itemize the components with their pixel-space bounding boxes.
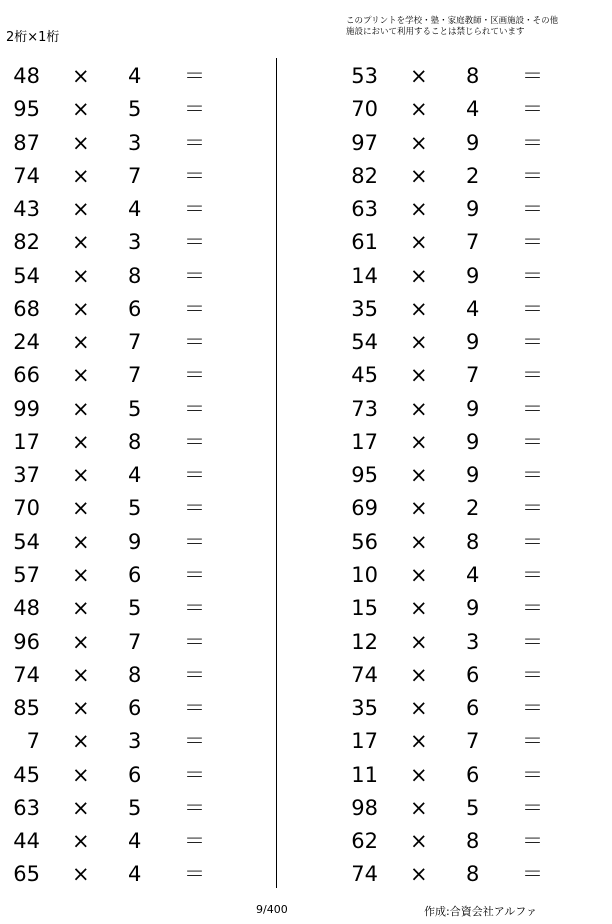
usage-notice [346, 16, 558, 38]
multiplicand: 98 [351, 795, 378, 820]
problem-row [338, 191, 578, 224]
problem-row [338, 91, 578, 124]
multiplicand: 48 [13, 64, 40, 88]
multiplier: 9 [466, 463, 480, 488]
multiplier: 4 [466, 296, 480, 321]
multiplicand: 44 [13, 829, 40, 854]
times-sign: × [72, 562, 90, 587]
multiplier: 6 [128, 696, 142, 721]
equals-sign: ＝ [522, 762, 543, 787]
problem-row [0, 457, 240, 490]
problem-row [0, 524, 240, 557]
problem-row [0, 391, 240, 424]
multiplier: 4 [128, 862, 142, 887]
multiplicand: 82 [351, 163, 378, 188]
times-sign: × [72, 163, 90, 188]
multiplier: 9 [128, 529, 142, 554]
times-sign: × [410, 762, 428, 787]
multiplicand: 68 [13, 296, 40, 321]
equals-sign: ＝ [184, 662, 205, 687]
problem-row [338, 457, 578, 490]
problem-row [338, 790, 578, 823]
problem-row [338, 624, 578, 657]
page-number: 9/400 [256, 903, 288, 916]
equals-sign: ＝ [184, 396, 205, 421]
multiplier: 4 [466, 97, 480, 122]
times-sign: × [72, 130, 90, 155]
multiplicand: 54 [13, 263, 40, 288]
times-sign: × [410, 529, 428, 554]
multiplicand: 37 [13, 463, 40, 488]
multiplier: 8 [128, 662, 142, 687]
multiplicand: 56 [351, 529, 378, 554]
problem-row [0, 258, 240, 291]
multiplier: 6 [128, 296, 142, 321]
problem-row [338, 324, 578, 357]
times-sign: × [410, 696, 428, 721]
equals-sign: ＝ [522, 197, 543, 222]
multiplier: 2 [466, 163, 480, 188]
problem-row [338, 757, 578, 790]
times-sign: × [410, 596, 428, 621]
equals-sign: ＝ [184, 263, 205, 288]
multiplier: 9 [466, 130, 480, 155]
equals-sign: ＝ [184, 163, 205, 188]
multiplier: 8 [128, 429, 142, 454]
multiplicand: 12 [351, 629, 378, 654]
multiplier: 7 [128, 629, 142, 654]
multiplicand: 99 [13, 396, 40, 421]
problem-row [338, 490, 578, 523]
times-sign: × [410, 829, 428, 854]
times-sign: × [72, 396, 90, 421]
equals-sign: ＝ [522, 829, 543, 854]
equals-sign: ＝ [522, 629, 543, 654]
multiplicand: 95 [13, 97, 40, 122]
problem-row [338, 723, 578, 756]
multiplicand: 43 [13, 197, 40, 222]
problem-row [0, 91, 240, 124]
multiplicand: 14 [351, 263, 378, 288]
times-sign: × [72, 829, 90, 854]
multiplier: 4 [128, 197, 142, 222]
equals-sign: ＝ [184, 463, 205, 488]
multiplier: 8 [128, 263, 142, 288]
equals-sign: ＝ [522, 97, 543, 122]
times-sign: × [72, 64, 90, 88]
multiplicand: 74 [13, 163, 40, 188]
multiplier: 3 [128, 130, 142, 155]
multiplicand: 70 [13, 496, 40, 521]
times-sign: × [410, 97, 428, 122]
times-sign: × [410, 729, 428, 754]
page-title: 2桁×1桁 [6, 30, 60, 45]
times-sign: × [72, 230, 90, 255]
times-sign: × [410, 296, 428, 321]
times-sign: × [72, 463, 90, 488]
equals-sign: ＝ [522, 263, 543, 288]
multiplicand: 62 [351, 829, 378, 854]
equals-sign: ＝ [184, 363, 205, 388]
times-sign: × [410, 496, 428, 521]
times-sign: × [410, 197, 428, 222]
multiplicand: 97 [351, 130, 378, 155]
multiplicand: 24 [13, 330, 40, 355]
problem-row [0, 424, 240, 457]
equals-sign: ＝ [522, 230, 543, 255]
equals-sign: ＝ [522, 429, 543, 454]
problem-row [338, 258, 578, 291]
multiplicand: 63 [351, 197, 378, 222]
times-sign: × [72, 762, 90, 787]
multiplier: 6 [466, 696, 480, 721]
multiplier: 3 [128, 230, 142, 255]
multiplicand: 63 [13, 795, 40, 820]
right-problem-column [338, 58, 578, 890]
multiplier: 9 [466, 197, 480, 222]
times-sign: × [72, 263, 90, 288]
problem-row [338, 557, 578, 590]
problem-row [0, 224, 240, 257]
equals-sign: ＝ [522, 163, 543, 188]
equals-sign: ＝ [184, 97, 205, 122]
problem-row [338, 357, 578, 390]
problem-row [0, 823, 240, 856]
equals-sign: ＝ [522, 296, 543, 321]
multiplier: 6 [128, 562, 142, 587]
equals-sign: ＝ [184, 696, 205, 721]
problem-row [338, 224, 578, 257]
multiplier: 6 [466, 662, 480, 687]
multiplicand: 17 [351, 429, 378, 454]
multiplier: 7 [128, 163, 142, 188]
multiplicand: 82 [13, 230, 40, 255]
problem-row [0, 557, 240, 590]
multiplicand: 54 [351, 330, 378, 355]
equals-sign: ＝ [184, 729, 205, 754]
times-sign: × [72, 363, 90, 388]
equals-sign: ＝ [522, 396, 543, 421]
multiplicand: 65 [13, 862, 40, 887]
times-sign: × [410, 363, 428, 388]
multiplier: 6 [466, 762, 480, 787]
multiplier: 9 [466, 330, 480, 355]
problem-row [0, 158, 240, 191]
usage-notice-line-2: 施設において利用することは禁じられています [346, 27, 525, 37]
multiplicand: 35 [351, 696, 378, 721]
problem-row [338, 58, 578, 91]
equals-sign: ＝ [522, 64, 543, 88]
times-sign: × [72, 795, 90, 820]
problem-row [338, 291, 578, 324]
multiplicand: 15 [351, 596, 378, 621]
equals-sign: ＝ [522, 729, 543, 754]
times-sign: × [72, 496, 90, 521]
equals-sign: ＝ [522, 562, 543, 587]
times-sign: × [72, 197, 90, 222]
multiplier: 5 [128, 596, 142, 621]
usage-notice-line-1: このプリントを学校・塾・家庭教師・区画施設・その他 [346, 16, 559, 26]
multiplicand: 61 [351, 230, 378, 255]
multiplier: 5 [128, 496, 142, 521]
problem-row [0, 291, 240, 324]
equals-sign: ＝ [184, 230, 205, 255]
multiplier: 5 [128, 795, 142, 820]
multiplier: 9 [466, 429, 480, 454]
problem-row [0, 357, 240, 390]
times-sign: × [72, 529, 90, 554]
multiplier: 9 [466, 596, 480, 621]
times-sign: × [72, 662, 90, 687]
times-sign: × [410, 629, 428, 654]
equals-sign: ＝ [522, 596, 543, 621]
times-sign: × [410, 263, 428, 288]
multiplier: 8 [466, 64, 480, 88]
multiplicand: 11 [351, 762, 378, 787]
times-sign: × [410, 130, 428, 155]
problem-row [0, 590, 240, 623]
times-sign: × [72, 330, 90, 355]
multiplicand: 73 [351, 396, 378, 421]
author-credit: 作成:合資会社アルファ [424, 905, 538, 918]
equals-sign: ＝ [522, 463, 543, 488]
multiplicand: 7 [26, 729, 40, 754]
times-sign: × [410, 795, 428, 820]
times-sign: × [72, 862, 90, 887]
multiplier: 3 [128, 729, 142, 754]
equals-sign: ＝ [184, 496, 205, 521]
multiplier: 7 [128, 363, 142, 388]
multiplier: 7 [128, 330, 142, 355]
times-sign: × [410, 662, 428, 687]
multiplier: 7 [466, 729, 480, 754]
equals-sign: ＝ [184, 296, 205, 321]
equals-sign: ＝ [184, 130, 205, 155]
times-sign: × [72, 596, 90, 621]
equals-sign: ＝ [184, 330, 205, 355]
multiplicand: 69 [351, 496, 378, 521]
multiplier: 9 [466, 263, 480, 288]
multiplicand: 74 [351, 662, 378, 687]
equals-sign: ＝ [522, 130, 543, 155]
equals-sign: ＝ [522, 662, 543, 687]
problem-row [0, 856, 240, 889]
equals-sign: ＝ [522, 529, 543, 554]
multiplicand: 54 [13, 529, 40, 554]
problem-row [338, 657, 578, 690]
multiplicand: 95 [351, 463, 378, 488]
problem-row [0, 191, 240, 224]
multiplicand: 85 [13, 696, 40, 721]
times-sign: × [410, 562, 428, 587]
multiplier: 4 [466, 562, 480, 587]
multiplier: 5 [466, 795, 480, 820]
equals-sign: ＝ [522, 862, 543, 887]
problem-row [0, 690, 240, 723]
multiplier: 2 [466, 496, 480, 521]
times-sign: × [72, 97, 90, 122]
problem-row [0, 58, 240, 91]
times-sign: × [410, 429, 428, 454]
multiplier: 6 [128, 762, 142, 787]
multiplier: 8 [466, 529, 480, 554]
equals-sign: ＝ [522, 363, 543, 388]
multiplicand: 74 [351, 862, 378, 887]
equals-sign: ＝ [522, 795, 543, 820]
left-problem-column [0, 58, 240, 890]
times-sign: × [72, 729, 90, 754]
multiplicand: 48 [13, 596, 40, 621]
equals-sign: ＝ [184, 529, 205, 554]
equals-sign: ＝ [184, 197, 205, 222]
multiplicand: 70 [351, 97, 378, 122]
problem-row [338, 125, 578, 158]
multiplier: 3 [466, 629, 480, 654]
multiplicand: 96 [13, 629, 40, 654]
problem-row [338, 823, 578, 856]
problem-row [0, 125, 240, 158]
problem-row [338, 391, 578, 424]
times-sign: × [72, 629, 90, 654]
times-sign: × [410, 862, 428, 887]
problem-row [338, 690, 578, 723]
multiplicand: 35 [351, 296, 378, 321]
multiplicand: 57 [13, 562, 40, 587]
problem-row [0, 790, 240, 823]
problem-row [338, 590, 578, 623]
equals-sign: ＝ [184, 562, 205, 587]
equals-sign: ＝ [522, 496, 543, 521]
multiplicand: 45 [13, 762, 40, 787]
multiplier: 8 [466, 862, 480, 887]
multiplier: 4 [128, 463, 142, 488]
equals-sign: ＝ [184, 862, 205, 887]
problem-row [0, 490, 240, 523]
multiplicand: 17 [351, 729, 378, 754]
times-sign: × [72, 696, 90, 721]
times-sign: × [410, 463, 428, 488]
multiplicand: 87 [13, 130, 40, 155]
multiplicand: 74 [13, 662, 40, 687]
multiplier: 5 [128, 396, 142, 421]
equals-sign: ＝ [184, 829, 205, 854]
problem-row [338, 524, 578, 557]
multiplier: 8 [466, 829, 480, 854]
multiplier: 7 [466, 230, 480, 255]
multiplicand: 45 [351, 363, 378, 388]
multiplier: 9 [466, 396, 480, 421]
problem-row [0, 657, 240, 690]
problem-row [338, 158, 578, 191]
problem-row [338, 424, 578, 457]
equals-sign: ＝ [522, 330, 543, 355]
problem-row [0, 624, 240, 657]
equals-sign: ＝ [184, 795, 205, 820]
problem-row [0, 757, 240, 790]
times-sign: × [72, 296, 90, 321]
column-divider [276, 58, 277, 888]
multiplicand: 53 [351, 64, 378, 88]
equals-sign: ＝ [522, 696, 543, 721]
equals-sign: ＝ [184, 429, 205, 454]
equals-sign: ＝ [184, 629, 205, 654]
multiplicand: 10 [351, 562, 378, 587]
times-sign: × [410, 64, 428, 88]
equals-sign: ＝ [184, 596, 205, 621]
times-sign: × [410, 163, 428, 188]
problem-row [338, 856, 578, 889]
problem-row [0, 324, 240, 357]
multiplier: 7 [466, 363, 480, 388]
equals-sign: ＝ [184, 64, 205, 88]
problem-row [0, 723, 240, 756]
multiplicand: 17 [13, 429, 40, 454]
times-sign: × [410, 396, 428, 421]
multiplier: 4 [128, 64, 142, 88]
equals-sign: ＝ [184, 762, 205, 787]
multiplier: 4 [128, 829, 142, 854]
multiplier: 5 [128, 97, 142, 122]
times-sign: × [72, 429, 90, 454]
times-sign: × [410, 230, 428, 255]
times-sign: × [410, 330, 428, 355]
multiplicand: 66 [13, 363, 40, 388]
